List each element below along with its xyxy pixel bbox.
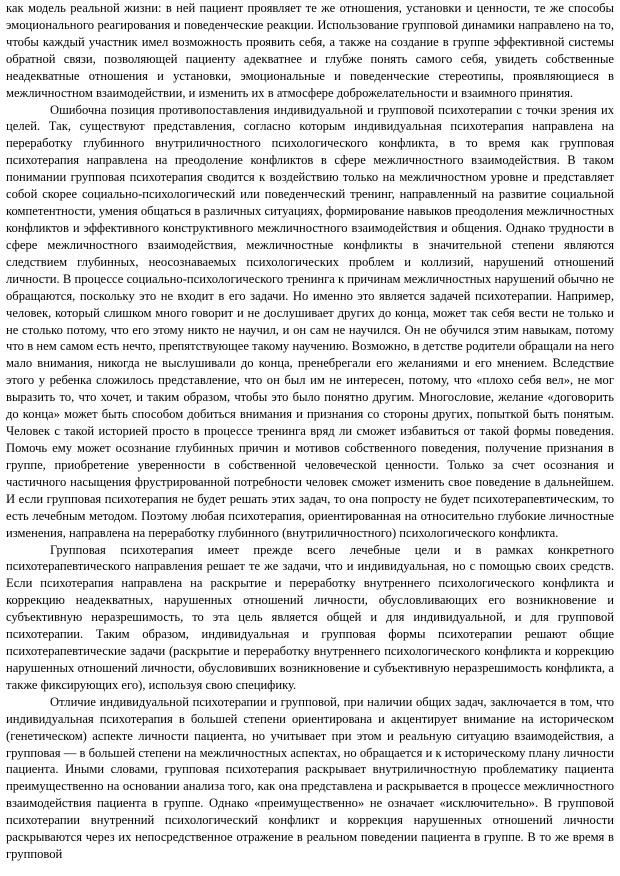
document-body [6, 0, 614, 863]
paragraph-differences: Отличие индивидуальной психотерапии и групповой, при наличии общих задач, заключается в том, что индивидуальная психотерапия в большей степени ориентирована и акцентирует внимание на историческом (генетическом) аспекте личности пациента, но учитывает при этом и реальную ситуацию взаимодействия, а групповая — в большей степени на межличностных аспектах, но обращается и к историческому плану личности пациента. Иными словами, групповая психотерапия раскрывает внутриличностную проблематику пациента преимущественно на основании анализа того, как она представлена и раскрывается в процессе межличностного взаимодействия пациента в группе. Однако «преимущественно» не означает «исключительно». В групповой психотерапии внутренний психологический конфликт и коррекция нарушенных отношений личности раскрываются через их непосредственное отражение в реальном поведении пациента в группе. В то же время в групповой [6, 694, 614, 862]
paragraph-erroneous-opposition: Ошибочна позиция противопоставления индивидуальной и групповой психотерапии с точки зрения их целей. Так, существуют представления, согласно которым индивидуальная психотерапия направлена на переработку глубинного внутриличностного психологического конфликта, в то время как групповая психотерапия направлена на преодоление конфликтов в сфере межличностного взаимодействия. В таком понимании групповая психотерапия сводится к воздействию только на межличностном уровне и представляет собой скорее социально-психологический или поведенческий тренинг, направленный на развитие социальной компетентности, умения общаться в различных ситуациях, формирование навыков преодоления межличностных конфликтов и эффективного конструктивного межличностного взаимодействия и общения. Однако трудности в сфере межличностного взаимодействия, межличностные конфликты в значительной степени являются следствием глубинных, неосознаваемых психологических проблем и коллизий, нарушений отношений личности. В процессе социально-психологического тренинга к причинам межличностных нарушений обычно не обращаются, поскольку это не входит в его задачи. Но именно это является задачей психотерапии. Например, человек, который слишком много говорит и не дослушивает других до конца, может так себя вести не только и не столько потому, что его этому никто не научил, и он сам не научился. Он не обучился этим навыкам, потому что в нем самом есть нечто, препятствующее такому научению. Возможно, в детстве родители обращали на него мало внимания, никогда не выслушивали до конца, пренебрегали его желаниями и его мнением. Вследствие этого у ребенка сложилось представление, что он был им не интересен, потому, что «плохо себя вел», не мог выразить то, что хочет, и таким образом, чтобы это было понятно другим. Многословие, желание «договорить до конца» может быть способом добиться внимания и признания со стороны других, попыткой быть понятым. Человек с такой историей просто в процессе тренинга вряд ли сможет избавиться от такой формы поведения. Помочь ему может осознание глубинных причин и мотивов собственного поведения, получение признания в группе, приобретение уверенности в собственной человеческой ценности. Только за счет осознания и частичного насыщения фрустрированной потребности человек сможет изменить свое поведение в дальнейшем. И если групповая психотерапия не будет решать этих задач, то она попросту не будет психотерапевтическим, то есть лечебным методом. Поэтому любая психотерапия, ориентированная на относительно глубокие личностные изменения, направлена на переработку глубинного (внутриличностного) психологического конфликта. [6, 102, 614, 540]
paragraph-continuation: как модель реальной жизни: в ней пациент проявляет те же отношения, установки и ценности, те же способы эмоционального реагирования и поведенческие реакции. Использование групповой динамики направлено на то, чтобы каждый участник имел возможность проявить себя, а также на создание в группе эффективной системы обратной связи, позволяющей пациенту адекватнее и глубже понять самого себя, увидеть собственные неадекватные отношения и установки, эмоциональные и поведенческие стереотипы, проявляющиеся в межличностном взаимодействии, и изменить их в атмосфере доброжелательности и взаимного принятия. [6, 1, 614, 100]
paragraph-therapeutic-goals: Групповая психотерапия имеет прежде всего лечебные цели и в рамках конкретного психотерапевтического направления решает те же задачи, что и индивидуальная, но с помощью своих средств. Если психотерапия направлена на раскрытие и переработку внутреннего психологического конфликта и коррекцию неадекватных, нарушенных отношений личности, обусловливающих его возникновение и субъективную неразрешимость, то эта цель является общей и для индивидуальной, и для групповой психотерапии. Таким образом, индивидуальная и групповая формы психотерапии решают общие психотерапевтические задачи (раскрытие и переработку внутреннего психологического конфликта и коррекцию нарушенных отношений личности, обусловивших возникновение и субъективную неразрешимость конфликта, а также фиксирующих его), используя свою специфику. [6, 542, 614, 692]
